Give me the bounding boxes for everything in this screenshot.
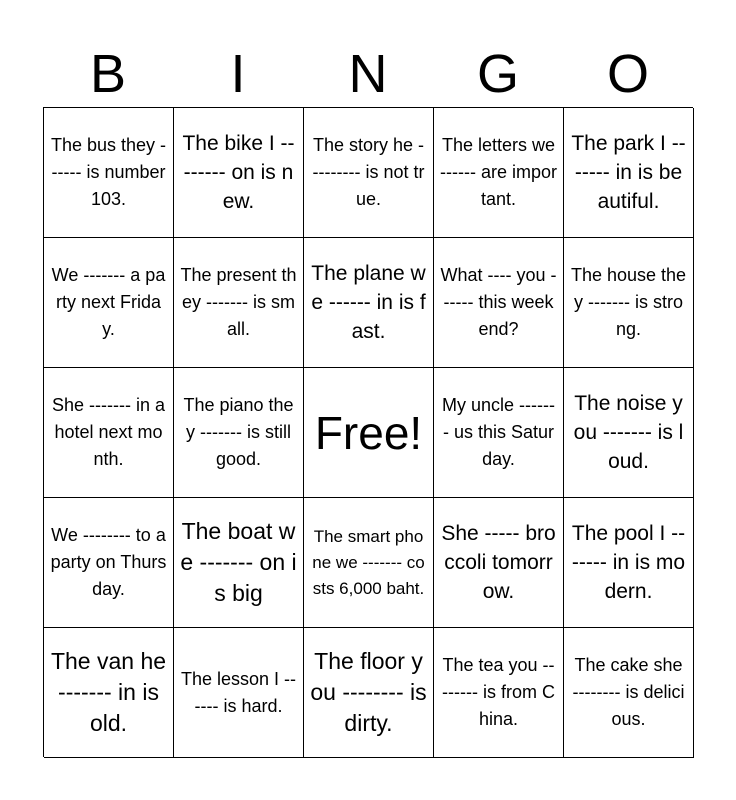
header-letter-b: B [89, 44, 127, 104]
bingo-cell[interactable] [174, 368, 304, 498]
cell-text: My uncle ------- us this Saturday. [442, 395, 555, 469]
cell-text: The bus they ------ is number 103. [50, 135, 167, 209]
cell-text: The boat we ------- on is big [180, 518, 297, 606]
bingo-cell[interactable] [44, 108, 174, 238]
bingo-cell[interactable] [304, 108, 434, 238]
cell-text: She ----- broccoli tomorrow. [441, 522, 556, 603]
cell-text: The bike I -------- on is new. [182, 132, 295, 213]
bingo-cell[interactable] [434, 108, 564, 238]
cell-text: The present they ------- is small. [180, 265, 297, 339]
cell-text: The floor you -------- is dirty. [310, 648, 427, 736]
cell-text: The piano they ------- is still good. [183, 395, 294, 469]
bingo-cell[interactable] [304, 238, 434, 368]
cell-text: The house they ------- is strong. [570, 265, 687, 339]
bingo-cell[interactable] [174, 238, 304, 368]
bingo-cell[interactable] [44, 368, 174, 498]
cell-text: She ------- in a hotel next month. [51, 395, 165, 469]
bingo-cell[interactable] [174, 498, 304, 628]
header-letter-g: G [476, 44, 519, 104]
cell-text: The tea you -------- is from China. [442, 655, 555, 729]
free-space-label: Free! [314, 406, 423, 459]
cell-text: What ---- you ------ this weekend? [440, 265, 557, 339]
bingo-cell[interactable] [44, 238, 174, 368]
bingo-cell[interactable] [434, 238, 564, 368]
bingo-cell[interactable] [174, 108, 304, 238]
cell-text: The lesson I ------ is hard. [180, 668, 297, 716]
cell-text: The story he --------- is not true. [312, 135, 425, 209]
bingo-cell[interactable] [564, 628, 694, 758]
bingo-cell[interactable] [434, 628, 564, 758]
cell-text: The park I ------- in is beautiful. [571, 132, 686, 213]
header-letter-i: I [230, 44, 246, 104]
bingo-board [43, 107, 693, 757]
cell-text: We -------- to a party on Thursday. [50, 525, 167, 599]
free-space-cell[interactable] [304, 368, 434, 498]
bingo-cell[interactable] [44, 498, 174, 628]
cell-text: The van he ------- in is old. [50, 648, 167, 736]
cell-text: The pool I ------- in is modern. [571, 522, 686, 603]
cell-text: The letters we ------ are important. [440, 135, 557, 209]
cell-text: We ------- a party next Friday. [51, 265, 166, 339]
bingo-cell[interactable] [174, 628, 304, 758]
bingo-cell[interactable] [564, 108, 694, 238]
cell-text: The noise you ------- is loud. [573, 392, 684, 473]
bingo-header [43, 40, 693, 108]
bingo-cell[interactable] [44, 628, 174, 758]
bingo-cell[interactable] [434, 498, 564, 628]
bingo-cell[interactable] [304, 498, 434, 628]
header-letter-o: O [606, 44, 649, 104]
bingo-cell[interactable] [564, 368, 694, 498]
cell-text: The cake she -------- is delicious. [572, 655, 685, 729]
bingo-cell[interactable] [564, 498, 694, 628]
cell-text: The smart phone we ------- costs 6,000 baht. [312, 526, 425, 598]
cell-text: The plane we ------ in is fast. [311, 262, 426, 343]
bingo-cell[interactable] [304, 628, 434, 758]
bingo-cell[interactable] [434, 368, 564, 498]
bingo-cell[interactable] [564, 238, 694, 368]
header-letter-n: N [348, 44, 388, 104]
